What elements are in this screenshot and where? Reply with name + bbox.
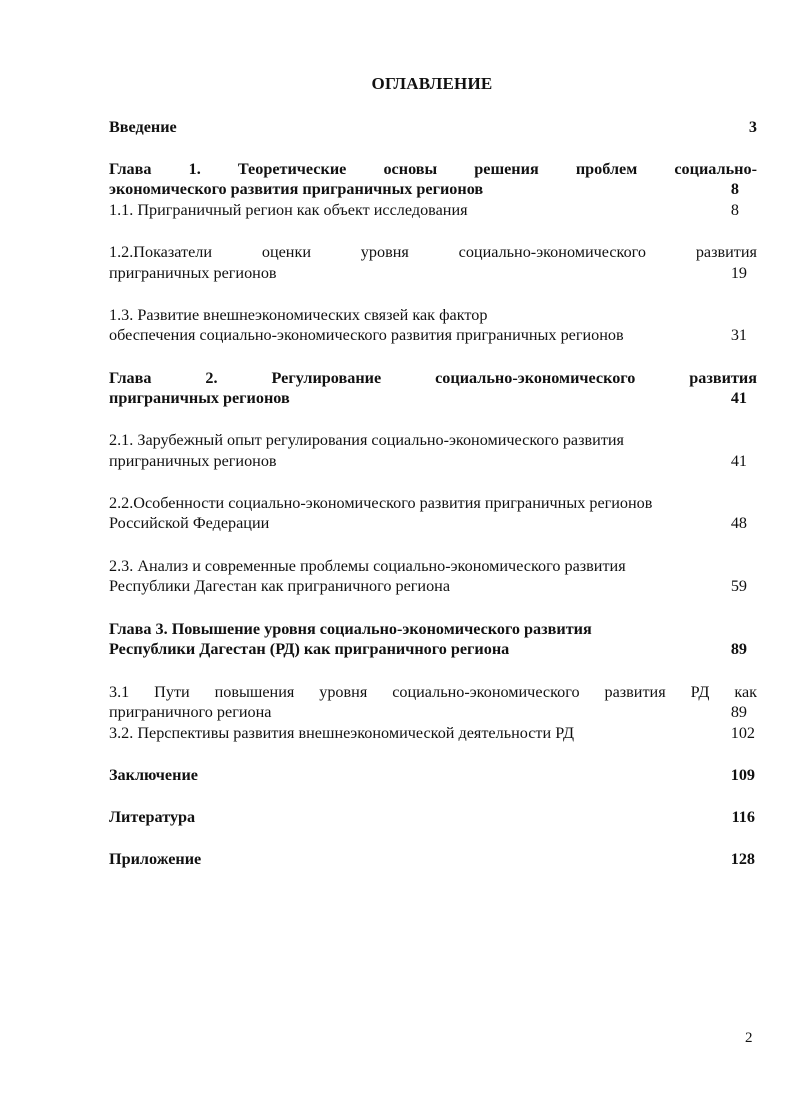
toc-section-2-3-line-2 xyxy=(109,576,757,596)
toc-section-1-3-line-2 xyxy=(109,325,757,345)
toc-entry-intro xyxy=(109,117,757,137)
toc-entry-text: приграничных регионов xyxy=(109,452,277,470)
toc-section-2-1-line-2 xyxy=(109,451,757,471)
toc-chapter-3-line-2 xyxy=(109,639,757,659)
toc-entry-literature xyxy=(109,807,757,827)
toc-entry-text: Приложение xyxy=(109,850,202,868)
toc-section-1-3-line-1: 1.3. Развитие внешнеэкономических связей как фактор xyxy=(109,306,488,324)
toc-page-number: 3 xyxy=(748,118,757,136)
toc-entry-text: обеспечения социально-экономического развития приграничных регионов xyxy=(109,326,624,344)
toc-entry-text: приграничных регионов xyxy=(109,389,290,407)
toc-entry-appendix xyxy=(109,849,757,869)
toc-chapter-2-line-1: Глава 2. Регулирование социально-экономического развития xyxy=(109,369,757,387)
toc-entry-text: Российской Федерации xyxy=(109,514,270,532)
toc-page-number: 31 xyxy=(730,326,747,344)
toc-section-2-2-line-1: 2.2.Особенности социально-экономического развития приграничных регионов xyxy=(109,494,653,512)
toc-page-number: 109 xyxy=(730,766,755,784)
toc-section-2-3-line-1: 2.3. Анализ и современные проблемы социально-экономического развития xyxy=(109,557,626,575)
toc-page-number: 59 xyxy=(730,577,747,595)
toc-entry-text: приграничного региона xyxy=(109,703,272,721)
toc-page-number: 8 xyxy=(730,201,739,219)
toc-entry-text: Республики Дагестан как приграничного региона xyxy=(109,577,451,595)
toc-page-number: 89 xyxy=(730,703,747,721)
toc-section-2-2-line-2 xyxy=(109,513,757,533)
toc-entry-text: Введение xyxy=(109,118,177,136)
toc-entry-text: экономического развития приграничных регионов xyxy=(109,180,484,198)
page-footer-number: 2 xyxy=(745,1030,753,1046)
toc-page-number: 19 xyxy=(730,264,747,282)
toc-section-1-2-line-2 xyxy=(109,263,757,283)
toc-chapter-2-line-2 xyxy=(109,388,757,408)
toc-section-3-2 xyxy=(109,723,757,743)
toc-page-number: 116 xyxy=(731,808,755,826)
toc-chapter-1-line-1: Глава 1. Теоретические основы решения проблем социально- xyxy=(109,160,757,178)
toc-page-number: 8 xyxy=(730,180,739,198)
toc-entry-text: Литература xyxy=(109,808,196,826)
toc-section-1-2-line-1: 1.2.Показатели оценки уровня социально-экономического развития xyxy=(109,243,757,261)
toc-page-number: 48 xyxy=(730,514,747,532)
toc-page-number: 89 xyxy=(730,640,747,658)
toc-entry-text: приграничных регионов xyxy=(109,264,277,282)
toc-entry-conclusion xyxy=(109,765,757,785)
toc-chapter-3-line-1: Глава 3. Повышение уровня социально-экономического развития xyxy=(109,620,592,638)
toc-entry-text: 1.1. Приграничный регион как объект исследования xyxy=(109,201,468,219)
toc-section-3-1-line-1: 3.1 Пути повышения уровня социально-экономического развития РД как xyxy=(109,683,757,701)
toc-section-2-1-line-1: 2.1. Зарубежный опыт регулирования социально-экономического развития xyxy=(109,431,625,449)
toc-title: ОГЛАВЛЕНИЕ xyxy=(371,74,493,93)
toc-entry-text: Заключение xyxy=(109,766,198,784)
toc-page-number: 128 xyxy=(730,850,755,868)
toc-page-number: 41 xyxy=(730,452,747,470)
toc-section-3-1-line-2 xyxy=(109,702,757,722)
toc-page-number: 41 xyxy=(730,389,747,407)
toc-entry-text: 3.2. Перспективы развития внешнеэкономической деятельности РД xyxy=(109,724,575,742)
toc-chapter-1-line-2 xyxy=(109,179,757,199)
toc-section-1-1 xyxy=(109,200,757,220)
toc-entry-text: Республики Дагестан (РД) как приграничного региона xyxy=(109,640,510,658)
toc-page-number: 102 xyxy=(730,724,755,742)
